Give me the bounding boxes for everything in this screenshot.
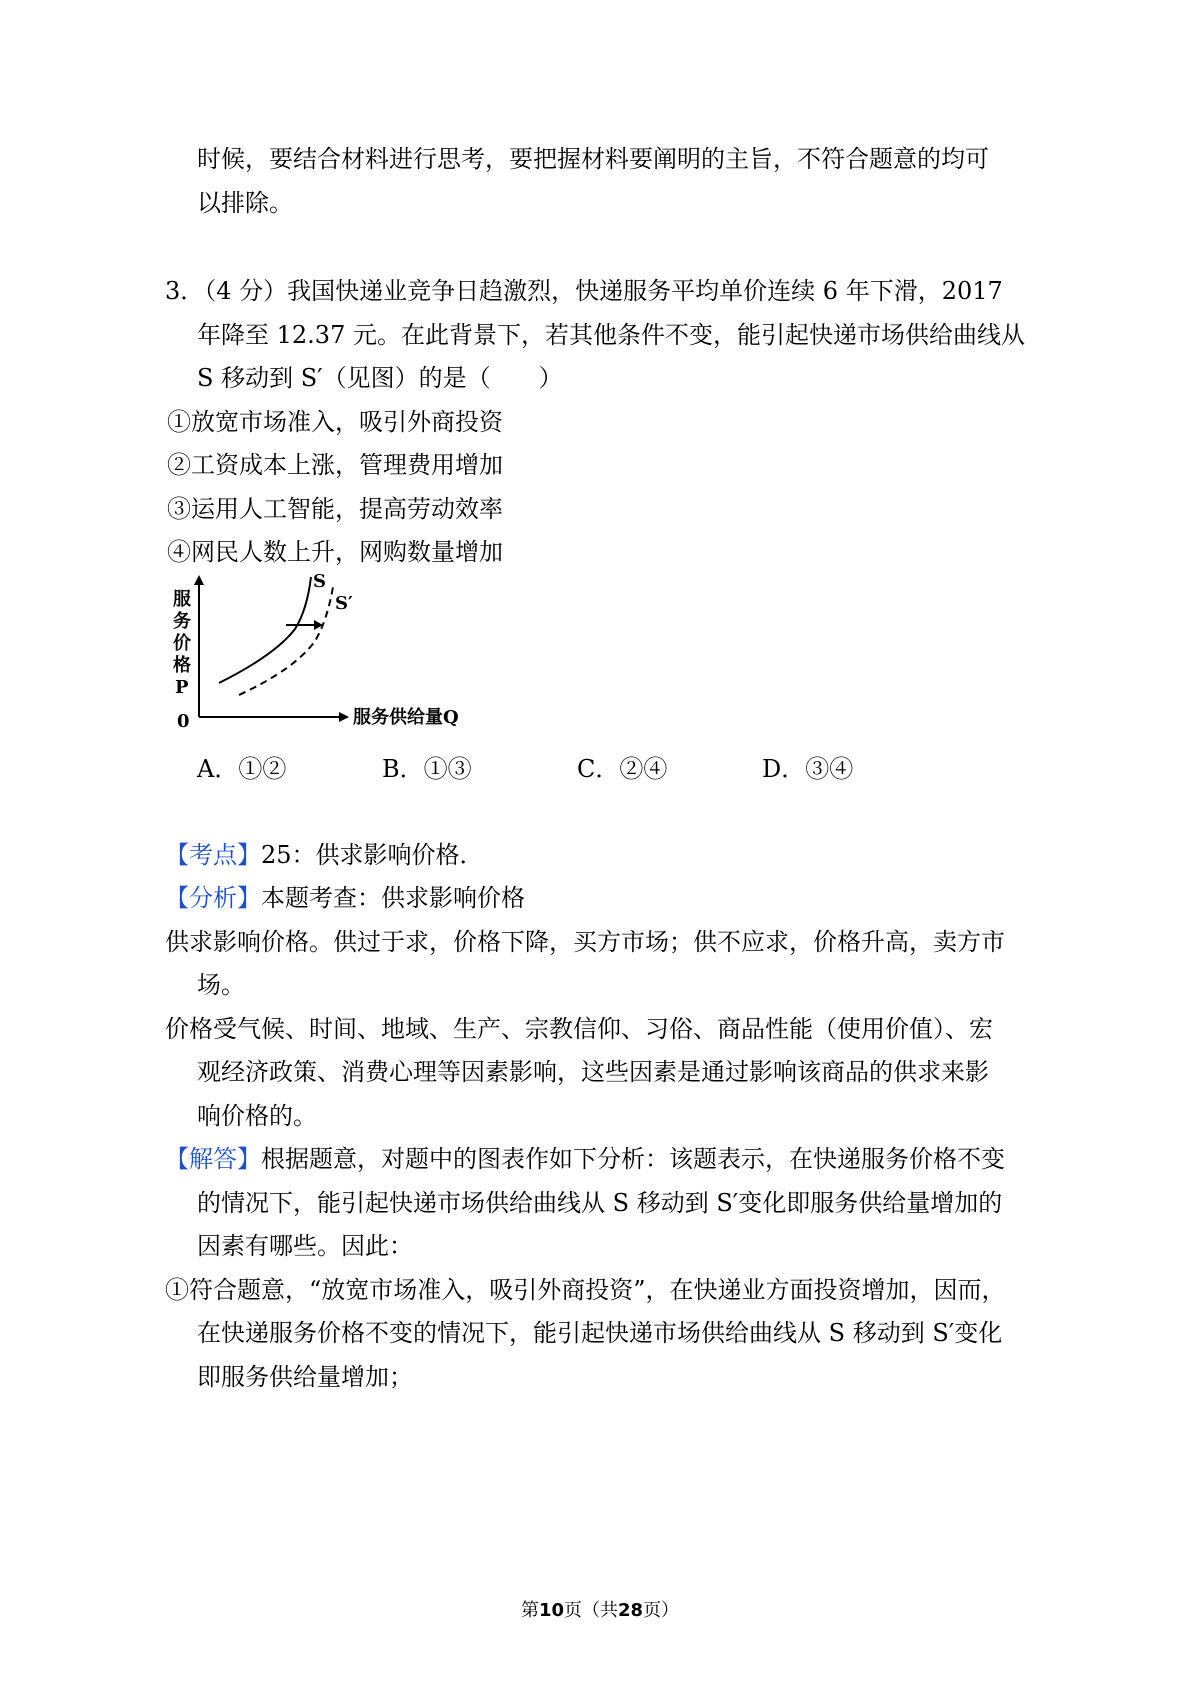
- question-line-2: 年降至 12.37 元。在此背景下，若其他条件不变，能引起快递市场供给曲线从: [197, 321, 1025, 349]
- jieda-tag: 【解答】: [165, 1145, 261, 1173]
- question-item-4: ④网民人数上升，网购数量增加: [167, 538, 503, 566]
- prev-line-2: 以排除。: [197, 189, 293, 217]
- ylabel-char-4: 格: [173, 655, 191, 676]
- option-b: B．①③: [382, 755, 472, 783]
- x-axis-arrowhead: [339, 712, 349, 722]
- kaodian-tag: 【考点】: [165, 841, 261, 869]
- footer-pre: 第: [520, 1600, 539, 1621]
- fenxi-p2c: 响价格的。: [197, 1102, 317, 1130]
- supply-curve-figure: [165, 565, 495, 740]
- footer-post: 页）: [643, 1600, 680, 1621]
- origin-label: 0: [177, 711, 190, 732]
- supply-curve-s-prime: [239, 587, 333, 695]
- question-item-1: ①放宽市场准入，吸引外商投资: [167, 408, 503, 436]
- curve-s-label: S: [313, 571, 326, 592]
- curve-s-prime-label: S′: [335, 593, 353, 614]
- jieda-text-1: 根据题意，对题中的图表作如下分析：该题表示，在快递服务价格不变: [261, 1145, 1005, 1173]
- footer-mid: 页（共: [564, 1600, 618, 1621]
- kaodian-text: 25：供求影响价格．: [261, 841, 484, 869]
- footer-page-number: 10: [538, 1600, 564, 1621]
- ylabel-char-2: 务: [173, 611, 191, 632]
- jieda-line-5: 在快递服务价格不变的情况下，能引起快递市场供给曲线从 S 移动到 S′变化: [197, 1319, 1003, 1347]
- ylabel-char-3: 价: [173, 633, 191, 654]
- page-footer: [0, 1596, 1200, 1622]
- fenxi-line: [165, 881, 525, 915]
- fenxi-p1: 供求影响价格。供过于求，价格下降，买方市场；供不应求，价格升高，卖方市: [165, 928, 1005, 956]
- fenxi-p2b: 观经济政策、消费心理等因素影响，这些因素是通过影响该商品的供求来影: [197, 1058, 989, 1086]
- jieda-line-2: 的情况下，能引起快递市场供给曲线从 S 移动到 S′变化即服务供给量增加的: [197, 1189, 1003, 1217]
- question-line-1: 3．（4 分）我国快递业竞争日趋激烈，快递服务平均单价连续 6 年下滑，2017: [165, 277, 1003, 305]
- footer-total-pages: 28: [618, 1600, 644, 1621]
- fenxi-p1b: 场。: [197, 971, 245, 999]
- question-line-3: S 移动到 S′（见图）的是（ ）: [197, 364, 563, 392]
- question-item-3: ③运用人工智能，提高劳动效率: [167, 495, 503, 523]
- y-axis-arrowhead: [194, 575, 204, 585]
- supply-curve-s: [219, 577, 311, 683]
- jieda-line-3: 因素有哪些。因此：: [197, 1232, 413, 1260]
- ylabel-char-5: P: [175, 677, 189, 698]
- option-a: A．①②: [197, 755, 287, 783]
- jieda-line-6: 即服务供给量增加；: [197, 1363, 413, 1391]
- kaodian-line: [165, 838, 484, 872]
- ylabel-char-1: 服: [173, 589, 191, 610]
- option-c: C．②④: [577, 755, 668, 783]
- jieda-line-4: ①符合题意，“放宽市场准入，吸引外商投资”，在快递业方面投资增加，因而，: [165, 1276, 1006, 1304]
- option-d: D．③④: [762, 755, 854, 783]
- question-item-2: ②工资成本上涨，管理费用增加: [167, 451, 503, 479]
- prev-line-1: 时候，要结合材料进行思考，要把握材料要阐明的主旨，不符合题意的均可: [197, 145, 989, 173]
- jieda-line-1: [165, 1142, 1005, 1176]
- fenxi-tag: 【分析】: [165, 884, 261, 912]
- fenxi-text: 本题考查：供求影响价格: [261, 884, 525, 912]
- fenxi-p2: 价格受气候、时间、地域、生产、宗教信仰、习俗、商品性能（使用价值）、宏: [165, 1015, 993, 1043]
- xlabel: 服务供给量Q: [353, 707, 459, 728]
